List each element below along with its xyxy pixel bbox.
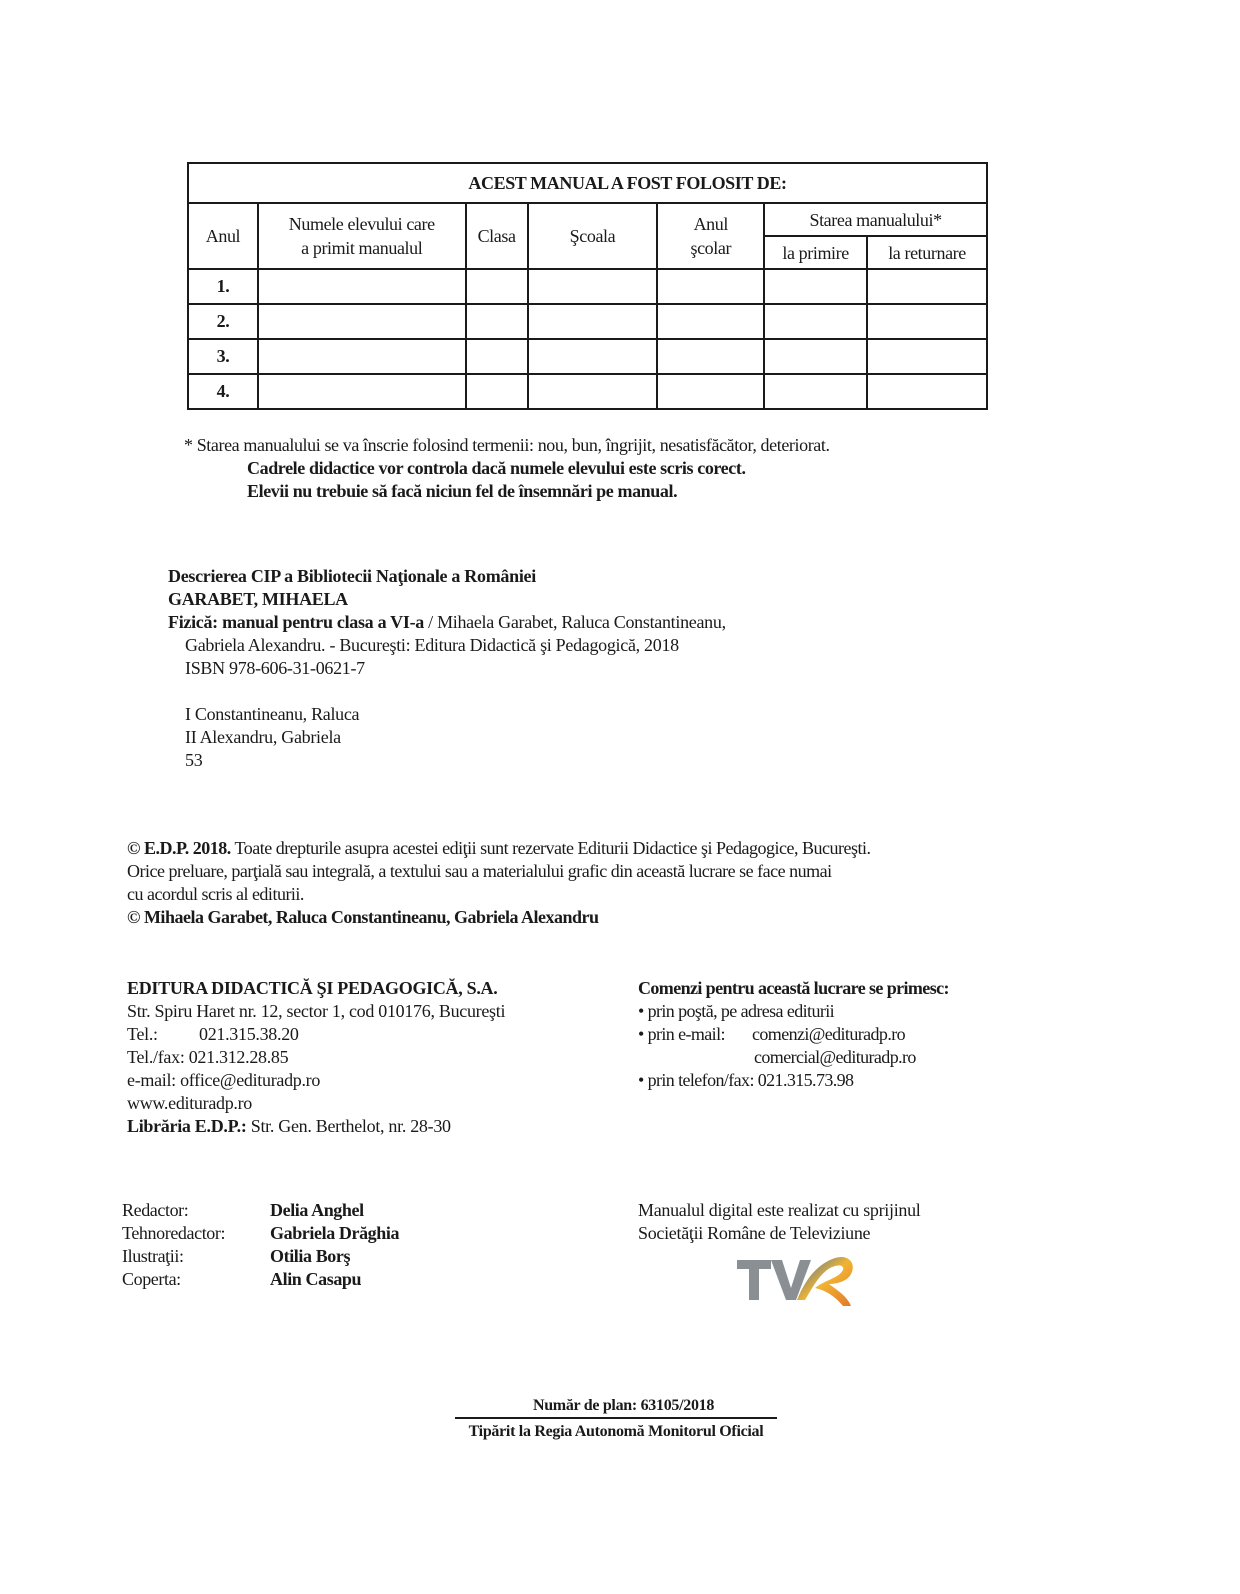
telfax-value: 021.312.28.85 — [188, 1047, 289, 1067]
cell-anul-scolar[interactable] — [657, 304, 764, 339]
cell-la-returnare[interactable] — [867, 269, 987, 304]
cip-heading: Descrierea CIP a Bibliotecii Naţionale a României — [168, 566, 536, 586]
copyright-line-3: cu acordul scris al editurii. — [127, 884, 304, 904]
table-row — [188, 339, 987, 374]
publisher-address: Str. Spiru Haret nr. 12, sector 1, cod 010176, Bucureşti — [127, 1001, 506, 1021]
cell-numele[interactable] — [258, 339, 466, 374]
orders-email-2[interactable]: comercial@edituradp.ro — [754, 1047, 916, 1067]
orders-info — [638, 977, 949, 1092]
row-number: 2. — [188, 304, 258, 339]
cell-la-primire[interactable] — [764, 269, 867, 304]
row-number: 3. — [188, 339, 258, 374]
col-clasa: Clasa — [466, 203, 528, 269]
credit-role: Ilustraţii: — [122, 1246, 184, 1266]
col-anul-scolar — [657, 203, 764, 269]
cell-anul-scolar[interactable] — [657, 339, 764, 374]
cip-publication: Gabriela Alexandru. - Bucureşti: Editura Didactică şi Pedagogică, 2018 — [185, 635, 679, 655]
credit-name: Gabriela Drăghia — [270, 1223, 400, 1243]
publisher-bookstore — [127, 1115, 505, 1138]
cell-anul-scolar[interactable] — [657, 269, 764, 304]
cip-entry-3: 53 — [185, 750, 203, 770]
tvr-logo-icon — [735, 1250, 860, 1308]
row-number: 4. — [188, 374, 258, 409]
orders-email-1[interactable]: comenzi@edituradp.ro — [752, 1024, 906, 1044]
cell-la-returnare[interactable] — [867, 304, 987, 339]
credit-name: Alin Casapu — [270, 1269, 362, 1289]
note-teachers: Cadrele didactice vor controla dacă numele elevului este scris corect. — [247, 458, 746, 478]
credit-row — [122, 1199, 399, 1222]
col-scoala: Şcoala — [528, 203, 658, 269]
table-row — [188, 374, 987, 409]
col-anul: Anul — [188, 203, 258, 269]
cell-clasa[interactable] — [466, 304, 528, 339]
row-number: 1. — [188, 269, 258, 304]
col-numele — [258, 203, 466, 269]
orders-heading: Comenzi pentru această lucrare se primesc: — [638, 978, 949, 998]
cell-scoala[interactable] — [528, 304, 658, 339]
orders-phone: • prin telefon/fax: 021.315.73.98 — [638, 1070, 854, 1090]
credits — [122, 1199, 399, 1291]
publisher-tel — [127, 1023, 505, 1046]
tel-label: Tel.: — [127, 1024, 158, 1044]
bookstore-label: Librăria E.D.P.: — [127, 1116, 247, 1136]
credit-row — [122, 1268, 399, 1291]
table-title: ACEST MANUAL A FOST FOLOSIT DE: — [188, 163, 987, 203]
note-students: Elevii nu trebuie să facă niciun fel de însemnări pe manual. — [247, 481, 678, 501]
cell-scoala[interactable] — [528, 374, 658, 409]
orders-post: • prin poştă, pe adresa editurii — [638, 1001, 835, 1021]
table-row — [188, 269, 987, 304]
telfax-label: Tel./fax: — [127, 1047, 185, 1067]
col-starea: Starea manualului* — [764, 203, 987, 236]
cell-clasa[interactable] — [466, 269, 528, 304]
cip-description — [168, 565, 726, 772]
table-row — [188, 304, 987, 339]
copyright-authors: © Mihaela Garabet, Raluca Constantineanu, Gabriela Alexandru — [127, 907, 599, 927]
email-link[interactable]: office@edituradp.ro — [180, 1070, 321, 1090]
col-anul-scolar-line1: Anul — [693, 214, 728, 234]
cell-clasa[interactable] — [466, 374, 528, 409]
cip-entry-1: I Constantineanu, Raluca — [185, 704, 360, 724]
cell-la-returnare[interactable] — [867, 339, 987, 374]
bookstore-address: Str. Gen. Berthelot, nr. 28-30 — [246, 1116, 451, 1136]
footer-divider — [455, 1417, 777, 1419]
cell-scoala[interactable] — [528, 269, 658, 304]
footnote: * Starea manualului se va înscrie folosind termenii: nou, bun, îngrijit, nesatisfăcător, deteriorat. — [184, 435, 830, 455]
cip-author: GARABET, MIHAELA — [168, 589, 348, 609]
col-la-returnare: la returnare — [867, 236, 987, 269]
copyright-line-1 — [127, 837, 870, 860]
tvr-support-line-2: Societăţii Române de Televiziune — [638, 1223, 871, 1243]
cell-clasa[interactable] — [466, 339, 528, 374]
cip-title-line — [168, 611, 726, 634]
cip-isbn: ISBN 978-606-31-0621-7 — [185, 658, 365, 678]
tvr-support — [638, 1199, 921, 1245]
cell-numele[interactable] — [258, 269, 466, 304]
copyright-line-2: Orice preluare, parţială sau integrală, a textului sau a materialului grafic din această lucrare se face numai — [127, 861, 832, 881]
col-numele-line2: a primit manualul — [301, 238, 423, 258]
cell-la-returnare[interactable] — [867, 374, 987, 409]
cip-entry-2: II Alexandru, Gabriela — [185, 727, 341, 747]
orders-email — [638, 1023, 949, 1046]
cell-la-primire[interactable] — [764, 339, 867, 374]
credit-name: Delia Anghel — [270, 1200, 364, 1220]
credit-row — [122, 1222, 399, 1245]
col-numele-line1: Numele elevului care — [288, 214, 435, 234]
publisher-telfax — [127, 1046, 505, 1069]
credit-name: Otilia Borş — [270, 1246, 351, 1266]
cell-la-primire[interactable] — [764, 304, 867, 339]
cell-la-primire[interactable] — [764, 374, 867, 409]
credit-role: Coperta: — [122, 1269, 181, 1289]
printer-info: Tipărit la Regia Autonomă Monitorul Oficial — [468, 1423, 764, 1440]
copyright-notice — [127, 837, 870, 929]
cell-scoala[interactable] — [528, 339, 658, 374]
cell-anul-scolar[interactable] — [657, 374, 764, 409]
print-footer — [455, 1397, 777, 1441]
col-la-primire: la primire — [764, 236, 867, 269]
publisher-info — [127, 977, 505, 1138]
usage-table — [187, 162, 988, 410]
credit-row — [122, 1245, 399, 1268]
copyright-edp: © E.D.P. 2018. — [127, 838, 231, 858]
credit-role: Tehnoredactor: — [122, 1223, 226, 1243]
cip-title-rest: / Mihaela Garabet, Raluca Constantineanu, — [423, 612, 726, 632]
cip-title: Fizică: manual pentru clasa a VI-a — [168, 612, 424, 632]
publisher-email — [127, 1069, 505, 1092]
tvr-support-line-1: Manualul digital este realizat cu sprijinul — [638, 1200, 921, 1220]
tel-value: 021.315.38.20 — [199, 1024, 299, 1044]
cell-numele[interactable] — [258, 374, 466, 409]
publisher-name: EDITURA DIDACTICĂ ŞI PEDAGOGICĂ, S.A. — [127, 978, 498, 998]
cell-numele[interactable] — [258, 304, 466, 339]
orders-email-label: • prin e-mail: — [638, 1024, 725, 1044]
credit-role: Redactor: — [122, 1200, 189, 1220]
copyright-rights: Toate drepturile asupra acestei ediţii sunt rezervate Editurii Didactice şi Pedagogice, Bucureşti. — [230, 838, 871, 858]
email-label: e-mail: — [127, 1070, 176, 1090]
plan-number: Număr de plan: 63105/2018 — [532, 1397, 715, 1414]
publisher-website[interactable]: www.edituradp.ro — [127, 1093, 252, 1113]
usage-notes — [184, 434, 830, 503]
col-anul-scolar-line2: şcolar — [690, 238, 732, 258]
